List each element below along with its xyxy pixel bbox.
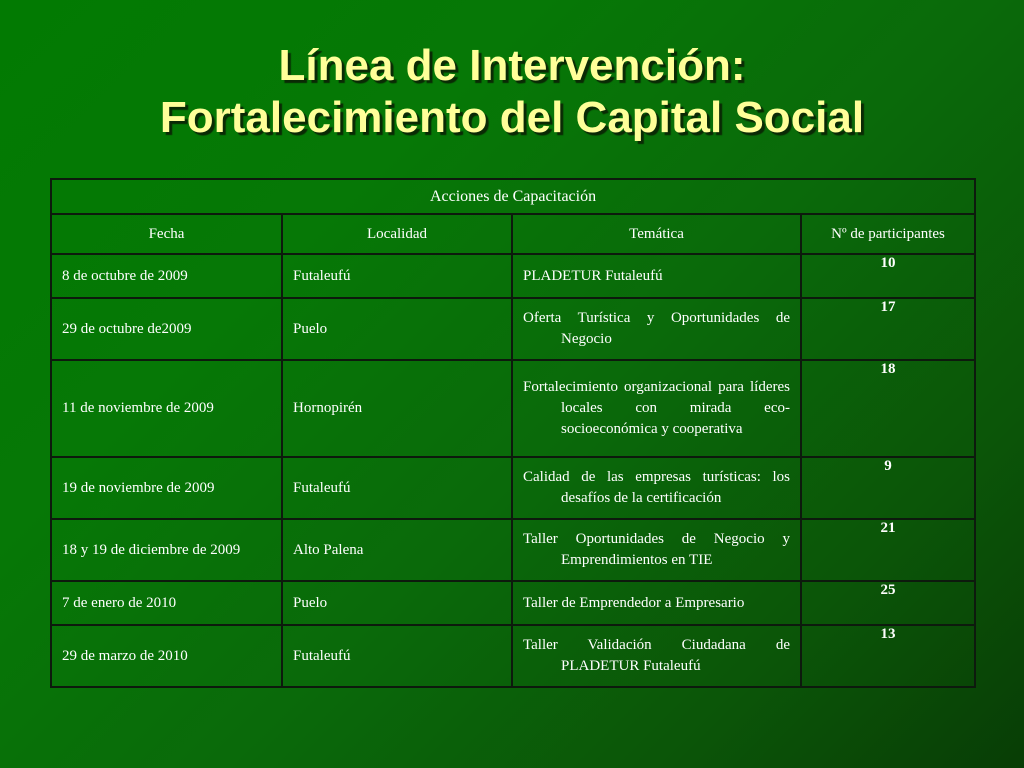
table-row <box>51 360 975 457</box>
cell-localidad: Futaleufú <box>282 254 512 298</box>
cell-tematica <box>512 519 801 581</box>
cell-participantes: 21 <box>801 519 975 581</box>
cell-localidad: Futaleufú <box>282 625 512 687</box>
cell-tematica <box>512 360 801 457</box>
table-header-row <box>51 214 975 254</box>
cell-fecha: 29 de marzo de 2010 <box>51 625 282 687</box>
table-row <box>51 254 975 298</box>
cell-fecha: 19 de noviembre de 2009 <box>51 457 282 519</box>
cell-tematica-text: Taller Validación Ciudadana de PLADETUR Futaleufú <box>523 637 790 674</box>
cell-participantes: 10 <box>801 254 975 298</box>
cell-tematica <box>512 254 801 298</box>
cell-fecha: 8 de octubre de 2009 <box>51 254 282 298</box>
slide-title-line-2: Fortalecimiento del Capital Social <box>159 93 865 142</box>
cell-localidad: Hornopirén <box>282 360 512 457</box>
cell-tematica <box>512 625 801 687</box>
table-row <box>51 625 975 687</box>
cell-tematica <box>512 457 801 519</box>
table-caption: Acciones de Capacitación <box>51 179 975 214</box>
cell-fecha: 7 de enero de 2010 <box>51 581 282 625</box>
cell-tematica-text: Taller Oportunidades de Negocio y Emprendimientos en TIE <box>523 531 790 568</box>
cell-tematica-text: Calidad de las empresas turísticas: los desafíos de la certificación <box>523 469 790 506</box>
table-row <box>51 457 975 519</box>
cell-fecha: 18 y 19 de diciembre de 2009 <box>51 519 282 581</box>
cell-localidad: Alto Palena <box>282 519 512 581</box>
cell-participantes: 17 <box>801 298 975 360</box>
cell-tematica-text: PLADETUR Futaleufú <box>523 267 663 284</box>
table-row <box>51 298 975 360</box>
cell-fecha: 11 de noviembre de 2009 <box>51 360 282 457</box>
column-header-fecha: Fecha <box>51 214 282 254</box>
cell-localidad: Puelo <box>282 298 512 360</box>
table-caption-row <box>51 179 975 214</box>
column-header-localidad: Localidad <box>282 214 512 254</box>
cell-tematica <box>512 581 801 625</box>
cell-localidad: Puelo <box>282 581 512 625</box>
training-actions-table <box>50 178 976 688</box>
cell-participantes: 13 <box>801 625 975 687</box>
cell-tematica-text: Oferta Turística y Oportunidades de Negocio <box>523 310 790 347</box>
table-row <box>51 581 975 625</box>
slide-title <box>0 40 1024 144</box>
cell-participantes: 9 <box>801 457 975 519</box>
slide-title-line-1: Línea de Intervención: <box>278 41 746 90</box>
column-header-tematica: Temática <box>512 214 801 254</box>
cell-tematica <box>512 298 801 360</box>
cell-localidad: Futaleufú <box>282 457 512 519</box>
cell-participantes: 25 <box>801 581 975 625</box>
column-header-participantes: Nº de participantes <box>801 214 975 254</box>
cell-fecha: 29 de octubre de2009 <box>51 298 282 360</box>
table-row <box>51 519 975 581</box>
cell-participantes: 18 <box>801 360 975 457</box>
cell-tematica-text: Fortalecimiento organizacional para líderes locales con mirada eco-socioeconómica y cooperativa <box>523 379 790 437</box>
cell-tematica-text: Taller de Emprendedor a Empresario <box>523 594 745 611</box>
